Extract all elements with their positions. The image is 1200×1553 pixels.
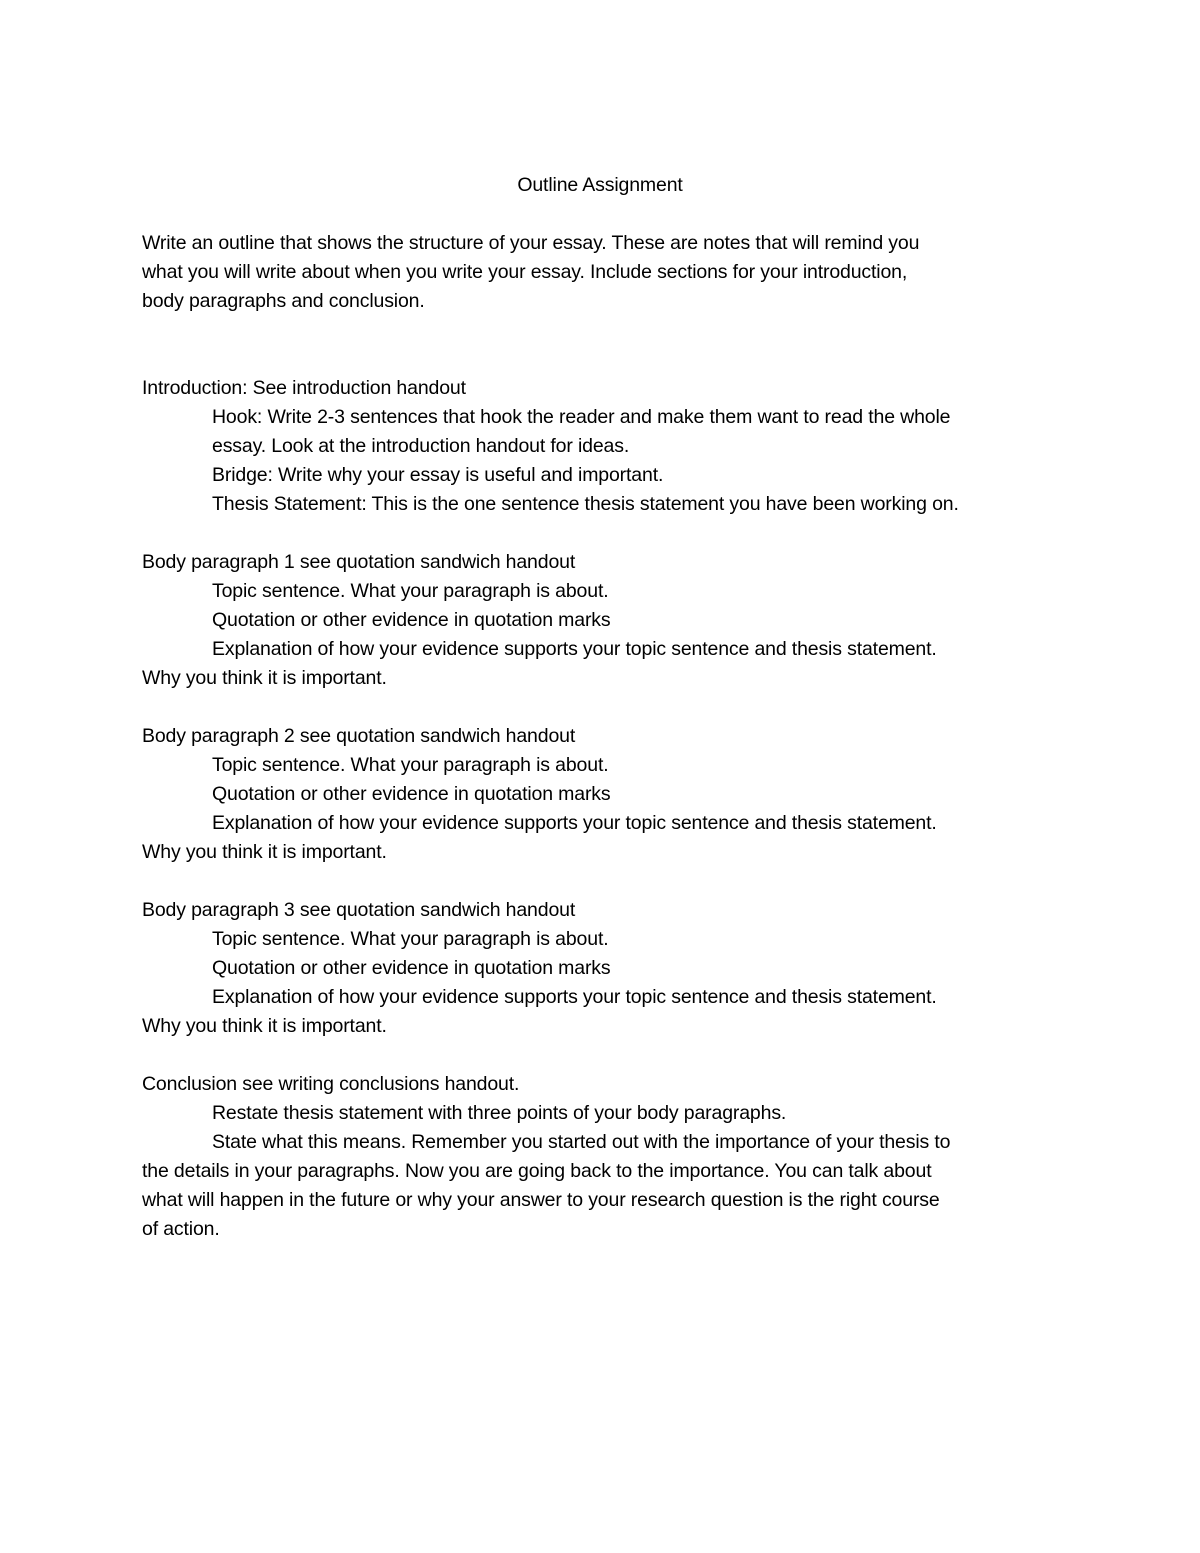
state-line: of action.: [142, 1218, 220, 1240]
introduction-section: [142, 374, 1062, 519]
introduction-heading: Introduction: See introduction handout: [142, 377, 466, 399]
quotation-line: Quotation or other evidence in quotation marks: [212, 609, 611, 631]
why-line: Why you think it is important.: [142, 841, 387, 863]
body-paragraph-heading: Body paragraph 2 see quotation sandwich handout: [142, 725, 576, 747]
quotation-line: Quotation or other evidence in quotation marks: [212, 957, 611, 979]
body-paragraph-3-section: [142, 896, 1062, 1041]
restate-line: Restate thesis statement with three points of your body paragraphs.: [212, 1102, 787, 1124]
intro-line: what you will write about when you write your essay. Include sections for your introduction,: [142, 261, 908, 283]
body-paragraph-heading: Body paragraph 1 see quotation sandwich handout: [142, 551, 576, 573]
explanation-line: Explanation of how your evidence supports your topic sentence and thesis statement.: [212, 638, 937, 660]
intro-line: Write an outline that shows the structure of your essay. These are notes that will remind you: [142, 232, 920, 254]
state-line: what will happen in the future or why your answer to your research question is the right course: [142, 1189, 940, 1211]
state-line: State what this means. Remember you started out with the importance of your thesis to: [212, 1131, 951, 1153]
bridge-line: Bridge: Write why your essay is useful and important.: [212, 464, 664, 486]
why-line: Why you think it is important.: [142, 667, 387, 689]
document-body: [142, 171, 1062, 1244]
page-title: Outline Assignment: [517, 174, 683, 196]
hook-line: essay. Look at the introduction handout for ideas.: [212, 435, 630, 457]
body-paragraph-1-section: [142, 548, 1062, 693]
explanation-line: Explanation of how your evidence supports your topic sentence and thesis statement.: [212, 812, 937, 834]
topic-sentence-line: Topic sentence. What your paragraph is about.: [212, 580, 609, 602]
conclusion-heading: Conclusion see writing conclusions handout.: [142, 1073, 520, 1095]
hook-line: Hook: Write 2-3 sentences that hook the reader and make them want to read the whole: [212, 406, 951, 428]
conclusion-section: [142, 1070, 1062, 1244]
body-paragraph-2-section: [142, 722, 1062, 867]
state-line: the details in your paragraphs. Now you are going back to the importance. You can talk about: [142, 1160, 932, 1182]
thesis-line: Thesis Statement: This is the one sentence thesis statement you have been working on.: [212, 493, 959, 515]
quotation-line: Quotation or other evidence in quotation marks: [212, 783, 611, 805]
topic-sentence-line: Topic sentence. What your paragraph is about.: [212, 754, 609, 776]
explanation-line: Explanation of how your evidence supports your topic sentence and thesis statement.: [212, 986, 937, 1008]
intro-line: body paragraphs and conclusion.: [142, 290, 425, 312]
topic-sentence-line: Topic sentence. What your paragraph is about.: [212, 928, 609, 950]
why-line: Why you think it is important.: [142, 1015, 387, 1037]
body-paragraph-heading: Body paragraph 3 see quotation sandwich handout: [142, 899, 576, 921]
